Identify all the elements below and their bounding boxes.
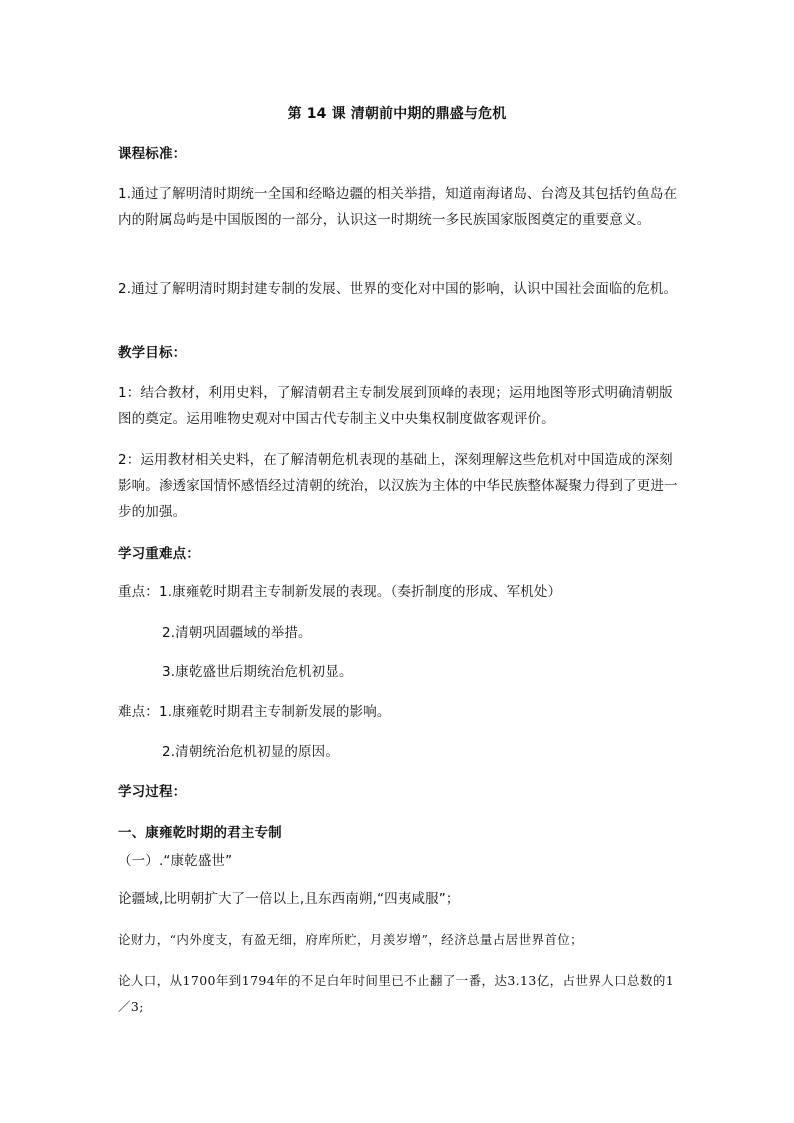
teaching-goals-heading: 教学目标： — [118, 345, 187, 361]
key-point-2: 2.清朝巩固疆域的举措。 — [162, 625, 312, 641]
section-1-heading: 一、康雍乾时期的君主专制 — [118, 825, 282, 841]
teaching-goals-item-2: 2：运用教材相关史料，在了解清朝危机表现的基础上，深刻理解这些危机对中国造成的深刻影响。渗透家国情怀感悟经过清朝的统治，以汉族为主体的中华民族整体凝聚力得到了更进一步的加强。 — [118, 452, 678, 520]
subsection-1-heading: （一）.“康乾盛世” — [118, 853, 233, 869]
curriculum-standard-item-1: 1.通过了解明清时期统一全国和经略边疆的相关举措，知道南海诸岛、台湾及其包括钓鱼岛在内的附属岛屿是中国版图的一部分，认识这一时期统一多民族国家版图奠定的重要意义。 — [118, 186, 678, 228]
page-title: 第 14 课 清朝前中期的鼎盛与危机 — [287, 106, 507, 122]
key-point-3: 3.康乾盛世后期统治危机初显。 — [162, 664, 353, 680]
teaching-goals-item-1: 1：结合教材，利用史料，了解清朝君主专制发展到顶峰的表现；运用地图等形式明确清朝版图的奠定。运用唯物史观对中国古代专制主义中央集权制度做客观评价。 — [118, 385, 673, 427]
key-point-1: 重点：1.康雍乾时期君主专制新发展的表现。（奏折制度的形成、军机处） — [118, 584, 562, 600]
learning-process-heading: 学习过程： — [118, 784, 187, 800]
paragraph-territory: 论疆域,比明朝扩大了一倍以上,且东西南朔,“四夷咸服”； — [118, 891, 460, 907]
curriculum-standard-item-2: 2.通过了解明清时期封建专制的发展、世界的变化对中国的影响，认识中国社会面临的危机。 — [118, 281, 678, 297]
difficult-point-2: 2.清朝统治危机初显的原因。 — [162, 744, 339, 760]
paragraph-finance: 论财力，“内外度支，有盈无细，府库所贮，月羡岁增”，经济总量占居世界首位； — [118, 932, 584, 947]
difficult-point-1: 难点：1.康雍乾时期君主专制新发展的影响。 — [118, 704, 391, 720]
key-points-heading: 学习重难点： — [118, 546, 200, 562]
paragraph-population: 论人口，从1700年到1794年的不足白年时间里已不止翻了一番，达3.13亿，占世界人口总数的1／3; — [118, 973, 675, 1014]
curriculum-standard-heading: 课程标准： — [118, 146, 187, 162]
